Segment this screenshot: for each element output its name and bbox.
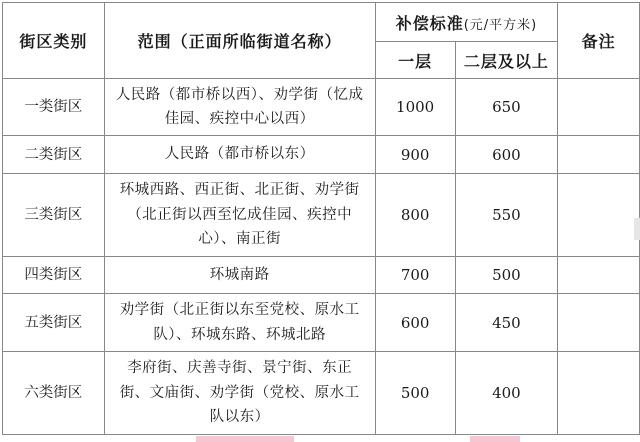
- table-row: [3, 79, 640, 136]
- row-category: 三类街区: [3, 174, 105, 257]
- row-first-floor: 700: [375, 257, 455, 294]
- row-scope: 环城西路、西正街、北正街、劝学街（北正街以西至忆成佳园、疾控中心）、南正街: [104, 174, 375, 257]
- row-category: 二类街区: [3, 136, 105, 174]
- header-standard-label: 补偿标准: [395, 13, 464, 33]
- row-first-floor: 900: [375, 136, 455, 174]
- highlight-mark: [470, 436, 520, 442]
- row-upper-floors: 450: [455, 294, 558, 352]
- header-category: 街区类别: [3, 3, 105, 79]
- row-remark: [558, 352, 640, 435]
- header-unit: (元/平方米): [463, 17, 538, 33]
- row-upper-floors: 400: [455, 352, 558, 435]
- row-first-floor: 1000: [375, 79, 455, 136]
- row-upper-floors: 650: [455, 79, 558, 136]
- row-category: 六类街区: [3, 352, 105, 435]
- header-first-floor: 一层: [375, 42, 455, 79]
- row-scope: 劝学街（北正街以东至党校、原水工队）、环城东路、环城北路: [104, 294, 375, 352]
- row-upper-floors: 550: [455, 174, 558, 257]
- row-remark: [558, 79, 640, 136]
- row-category: 五类街区: [3, 294, 105, 352]
- scroll-indicator: [634, 218, 640, 240]
- row-category: 四类街区: [3, 257, 105, 294]
- row-upper-floors: 500: [455, 257, 558, 294]
- row-category: 一类街区: [3, 79, 105, 136]
- row-remark: [558, 294, 640, 352]
- row-remark: [558, 257, 640, 294]
- row-first-floor: 500: [375, 352, 455, 435]
- row-scope: 环城南路: [104, 257, 375, 294]
- row-upper-floors: 600: [455, 136, 558, 174]
- table-row: [3, 352, 640, 435]
- header-scope: 范围（正面所临街道名称）: [104, 3, 375, 79]
- header-second-floor-up: 二层及以上: [455, 42, 558, 79]
- table-row: [3, 257, 640, 294]
- header-standard: [375, 3, 558, 42]
- row-first-floor: 800: [375, 174, 455, 257]
- row-scope: 李府街、庆善寺街、景宁街、东正街、文庙街、劝学街（党校、原水工队以东）: [104, 352, 375, 435]
- table-row: [3, 174, 640, 257]
- highlight-mark: [196, 436, 294, 442]
- table-row: [3, 294, 640, 352]
- row-remark: [558, 136, 640, 174]
- row-first-floor: 600: [375, 294, 455, 352]
- table-row: [3, 136, 640, 174]
- row-remark: [558, 174, 640, 257]
- header-remark: 备注: [558, 3, 640, 79]
- row-scope: 人民路（都市桥以东）: [104, 136, 375, 174]
- row-scope: 人民路（都市桥以西）、劝学街（忆成佳园、疾控中心以西）: [104, 79, 375, 136]
- compensation-table: [2, 2, 640, 435]
